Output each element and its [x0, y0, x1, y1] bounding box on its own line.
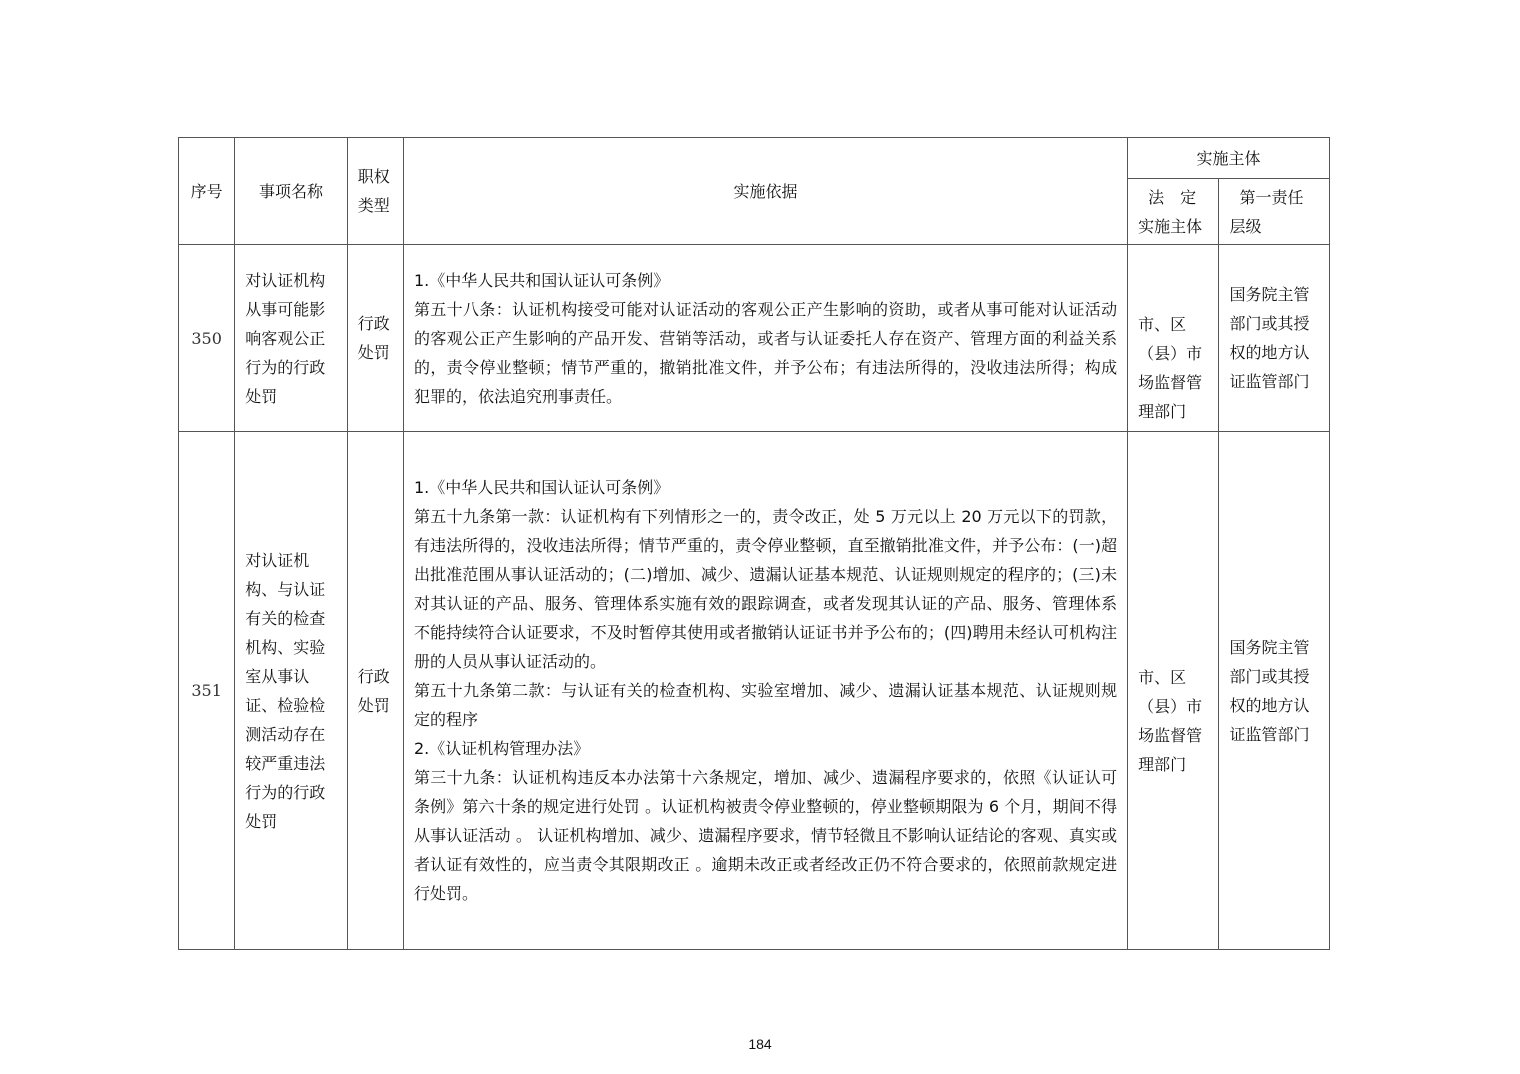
- header-type-line2: 类型: [357, 196, 390, 215]
- header-basis: 实施依据: [403, 138, 1127, 245]
- table-row: [179, 432, 1330, 950]
- row-authority-type: 行政处罚: [347, 245, 403, 432]
- basis-article: 第五十八条：认证机构接受可能对认证活动的客观公正产生影响的资助，或者从事可能对认证活动的客观公正产生影响的产品开发、营销等活动，或者与认证委托人存在资产、管理方面的利益关系的，责令停业整顿；情节严重的，撤销批准文件，并予公布；有违法所得的，没收违法所得；构成犯罪的，依法追究刑事责任。: [413, 299, 1118, 406]
- header-level-line2: 层级: [1229, 216, 1262, 236]
- header-legal-line1: 法 定: [1148, 187, 1197, 207]
- row-seq: 351: [179, 432, 235, 950]
- row-legal-subject: 市、区（县）市场监督管理部门: [1128, 432, 1219, 950]
- row-item-name: 对认证机构、与认证有关的检查机构、实验室从事认证、检验检测活动存在较严重违法行为的行政处罚: [235, 432, 347, 950]
- row-responsibility-level: 国务院主管部门或其授权的地方认证监管部门: [1219, 245, 1330, 432]
- header-level-line1: 第一责任: [1239, 187, 1304, 207]
- basis-law-title: 2.《认证机构管理办法》: [413, 739, 590, 758]
- row-seq: 350: [179, 245, 235, 432]
- row-legal-subject: 市、区（县）市场监督管理部门: [1128, 245, 1219, 432]
- header-type-line1: 职权: [357, 167, 390, 186]
- table-row: [179, 245, 1330, 432]
- basis-article: 第三十九条：认证机构违反本办法第十六条规定，增加、减少、遗漏程序要求的，依照《认证认可条例》第六十条的规定进行处罚 。认证机构被责令停业整顿的，停业整顿期限为 6 个月，期间不得从事认证活动 。 认证机构增加、减少、遗漏程序要求，情节轻微且不影响认证结论的客观、真实或者认证有效性的，应当责令其限期改正 。逾期未改正或者经改正仍不符合要求的，依照前款规定进行处罚。: [413, 768, 1118, 903]
- header-seq: 序号: [179, 138, 235, 245]
- row-authority-type: 行政处罚: [347, 432, 403, 950]
- basis-law-title: 1.《中华人民共和国认证认可条例》: [413, 270, 670, 290]
- row-basis: [403, 432, 1127, 950]
- enforcement-items-table: [178, 137, 1330, 950]
- header-legal-subject: [1128, 179, 1219, 245]
- row-item-name: 对认证机构从事可能影响客观公正行为的行政处罚: [235, 245, 347, 432]
- header-legal-line2: 实施主体: [1138, 216, 1203, 236]
- header-subject-group: 实施主体: [1128, 138, 1330, 179]
- header-responsibility-level: [1219, 179, 1330, 245]
- page-number: 184: [748, 1036, 772, 1052]
- row-basis: [403, 245, 1127, 432]
- header-item-name: 事项名称: [235, 138, 347, 245]
- basis-article: 第五十九条第二款：与认证有关的检查机构、实验室增加、减少、遗漏认证基本规范、认证规则规定的程序: [413, 681, 1118, 729]
- basis-law-title: 1.《中华人民共和国认证认可条例》: [413, 478, 670, 497]
- header-authority-type: [347, 138, 403, 245]
- basis-article: 第五十九条第一款：认证机构有下列情形之一的，责令改正，处 5 万元以上 20 万元以下的罚款，有违法所得的，没收违法所得；情节严重的，责令停业整顿，直至撤销批准文件，并予公布：(一)超出批准范围从事认证活动的；(二)增加、减少、遗漏认证基本规范、认证规则规定的程序的；(三)未对其认证的产品、服务、管理体系实施有效的跟踪调查，或者发现其认证的产品、服务、管理体系不能持续符合认证要求，不及时暂停其使用或者撤销认证证书并予公布的；(四)聘用未经认可机构注册的人员从事认证活动的。: [413, 507, 1118, 671]
- row-responsibility-level: 国务院主管部门或其授权的地方认证监管部门: [1219, 432, 1330, 950]
